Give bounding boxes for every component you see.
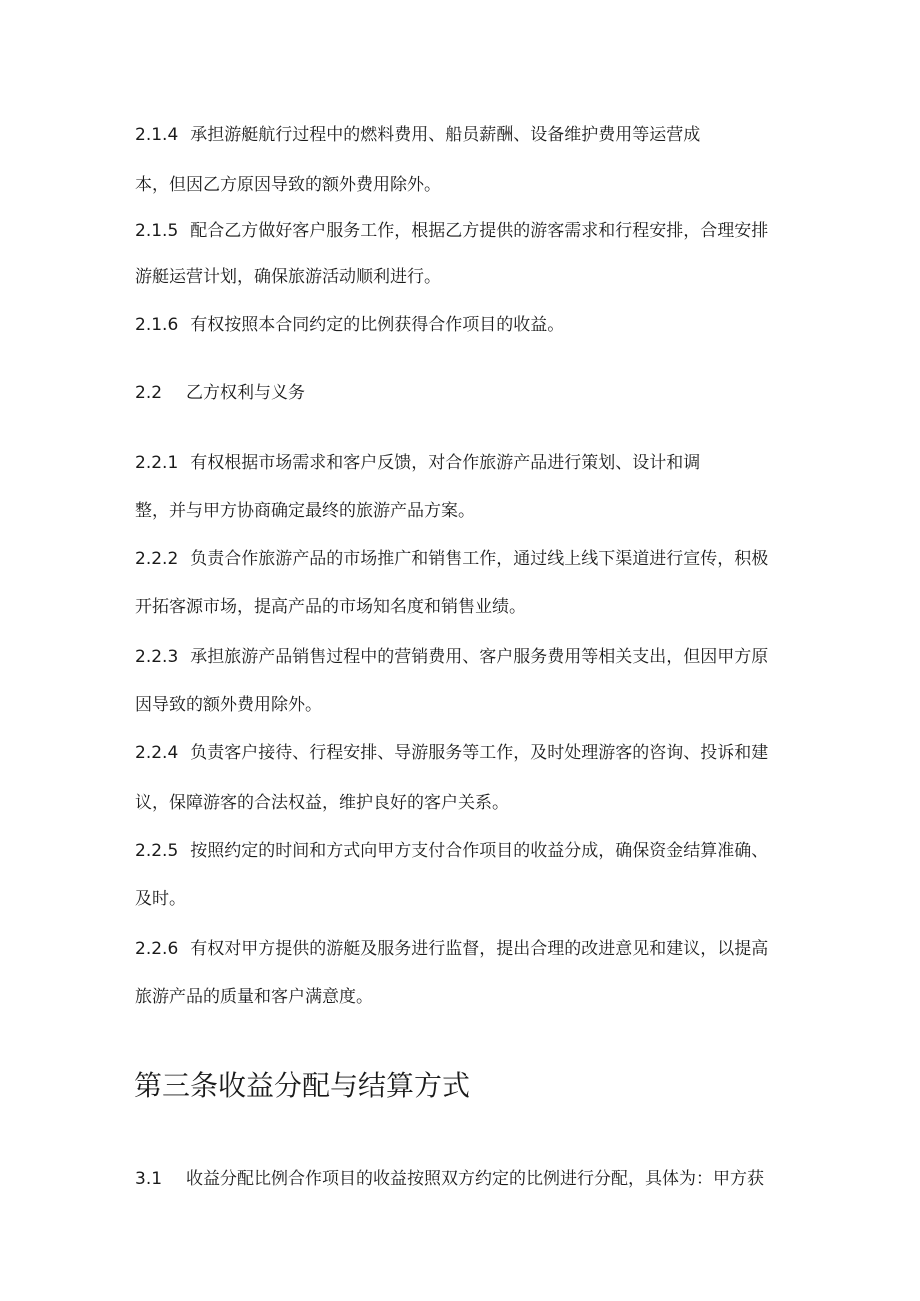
clause-2-2-6	[135, 937, 768, 961]
clause-number: 2.2.3	[135, 647, 179, 667]
clause-text: 承担旅游产品销售过程中的营销费用、客户服务费用等相关支出，但因甲方原	[190, 647, 769, 667]
clause-2-2-2	[135, 547, 768, 571]
clause-number: 2.2.5	[135, 841, 179, 861]
clause-2-2-6-continuation: 旅游产品的质量和客户满意度。	[135, 987, 373, 1007]
clause-number: 2.2	[135, 383, 163, 403]
clause-2-2-1-continuation: 整，并与甲方协商确定最终的旅游产品方案。	[135, 501, 475, 521]
clause-text: 收益分配比例合作项目的收益按照双方约定的比例进行分配，具体为：甲方获	[186, 1169, 765, 1189]
clause-number: 2.1.6	[135, 315, 179, 335]
clause-number: 2.2.6	[135, 939, 179, 959]
clause-number: 2.2.4	[135, 743, 179, 763]
clause-text: 有权按照本合同约定的比例获得合作项目的收益。	[190, 315, 565, 335]
clause-2-1-5	[135, 219, 768, 243]
clause-2-2-2-continuation: 开拓客源市场，提高产品的市场知名度和销售业绩。	[135, 597, 526, 617]
clause-number: 2.1.5	[135, 221, 179, 241]
clause-text: 有权对甲方提供的游艇及服务进行监督，提出合理的改进意见和建议，以提高	[190, 939, 769, 959]
clause-text: 配合乙方做好客户服务工作，根据乙方提供的游客需求和行程安排，合理安排	[190, 221, 769, 241]
clause-number: 2.2.1	[135, 453, 179, 473]
clause-2-1-4-continuation: 本，但因乙方原因导致的额外费用除外。	[135, 175, 441, 195]
section-2-2-title	[135, 381, 305, 405]
clause-text: 负责客户接待、行程安排、导游服务等工作，及时处理游客的咨询、投诉和建	[190, 743, 769, 763]
clause-2-2-3	[135, 645, 768, 669]
clause-2-1-6	[135, 313, 564, 337]
clause-text: 负责合作旅游产品的市场推广和销售工作，通过线上线下渠道进行宣传，积极	[190, 549, 769, 569]
clause-text: 按照约定的时间和方式向甲方支付合作项目的收益分成，确保资金结算准确、	[190, 841, 769, 861]
clause-2-2-4	[135, 741, 768, 765]
clause-2-2-1	[135, 451, 700, 475]
clause-2-2-4-continuation: 议，保障游客的合法权益，维护良好的客户关系。	[135, 793, 509, 813]
clause-number: 2.1.4	[135, 125, 179, 145]
clause-number: 3.1	[135, 1169, 163, 1189]
clause-number: 2.2.2	[135, 549, 179, 569]
clause-text: 承担游艇航行过程中的燃料费用、船员薪酬、设备维护费用等运营成	[190, 125, 701, 145]
clause-2-2-3-continuation: 因导致的额外费用除外。	[135, 695, 322, 715]
section-3-heading: 第三条收益分配与结算方式	[134, 1069, 471, 1102]
clause-2-2-5-continuation: 及时。	[135, 889, 186, 909]
clause-2-1-4	[135, 123, 700, 147]
clause-2-2-5	[135, 839, 768, 863]
clause-text: 乙方权利与义务	[186, 383, 306, 403]
clause-2-1-5-continuation: 游艇运营计划，确保旅游活动顺利进行。	[135, 267, 441, 287]
clause-text: 有权根据市场需求和客户反馈，对合作旅游产品进行策划、设计和调	[190, 453, 701, 473]
clause-3-1	[135, 1167, 764, 1191]
